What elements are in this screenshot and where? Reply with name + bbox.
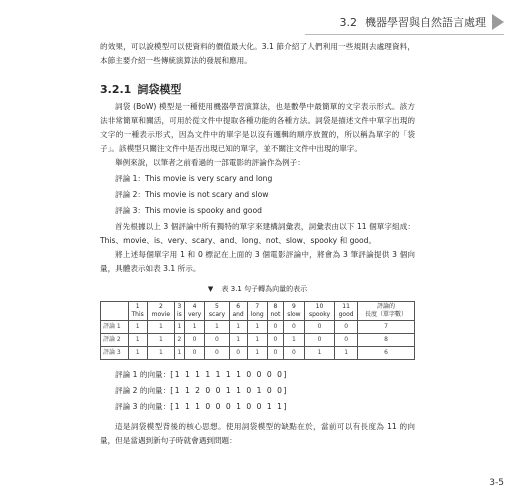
- table-header-cell: 9 slow: [284, 302, 305, 321]
- table-cell: 0: [335, 321, 358, 334]
- table-cell: 0: [229, 347, 247, 360]
- table-header-cell: 10 spooky: [304, 302, 334, 321]
- table-header-cell: 3 is: [174, 302, 184, 321]
- section-heading: [100, 83, 415, 97]
- section-title: 詞袋模型: [137, 83, 182, 96]
- table-cell: 0: [284, 347, 305, 360]
- table-cell: 1: [128, 321, 147, 334]
- table-cell: 1: [247, 347, 267, 360]
- table-cell: 1: [247, 334, 267, 347]
- table-row: [101, 334, 415, 347]
- vector-label: 評論 3 的向量：: [115, 402, 171, 411]
- table-cell: 7: [357, 321, 414, 334]
- table-header-cell: 評論的 長度（單字數）: [357, 302, 414, 321]
- table-cell: 1: [147, 321, 174, 334]
- running-header: [340, 14, 505, 30]
- row-label: 評論 1: [101, 321, 129, 334]
- table-cell: 1: [184, 321, 205, 334]
- page-number: 3-5: [489, 478, 504, 488]
- table-cell: 1: [229, 321, 247, 334]
- table-cell: 0: [205, 347, 229, 360]
- table-row: [101, 347, 415, 360]
- table-header-cell: 11 good: [335, 302, 358, 321]
- table-cell: 0: [184, 334, 205, 347]
- vector-line: [115, 400, 415, 414]
- table-cell: 1: [284, 334, 305, 347]
- review-label: 評論 3：: [115, 206, 146, 215]
- review-label: 評論 1：: [115, 174, 146, 183]
- vector-value: [1 1 2 0 0 1 1 0 1 0 0]: [170, 386, 288, 395]
- table-header-cell: 1 This: [128, 302, 147, 321]
- table-cell: 1: [205, 321, 229, 334]
- vector-label: 評論 2 的向量：: [115, 386, 171, 395]
- table-cell: 0: [335, 334, 358, 347]
- table-header-row: [101, 302, 415, 321]
- table-header-cell: 5 scary: [205, 302, 229, 321]
- table-cell: 1: [229, 334, 247, 347]
- review-item: [115, 188, 415, 202]
- page-content: [100, 40, 415, 448]
- review-item: [115, 172, 415, 186]
- intro-paragraph: 的效果，可以說模型可以使資料的價值最大化。3.1 節介紹了人們利用一些規則去處理資料，本節主要介紹一些傳統演算法的發展和應用。: [100, 42, 415, 65]
- table-cell: 2: [174, 334, 184, 347]
- row-label: 評論 3: [101, 347, 129, 360]
- table-cell: 0: [304, 321, 334, 334]
- table-cell: 0: [284, 321, 305, 334]
- table-cell: 0: [304, 334, 334, 347]
- table-caption: [100, 282, 415, 296]
- review-item: [115, 204, 415, 218]
- vector-line: [115, 368, 415, 382]
- header-section-number: 3.2: [339, 15, 357, 29]
- table-cell: 6: [357, 347, 414, 360]
- paragraph-core-idea: 這是詞袋模型背後的核心思想。使用詞袋模型的缺點在於，當前可以有長度為 11 的向量，但是當遇到新句子時就會遇到問題：: [100, 422, 415, 445]
- table-cell: 1: [174, 321, 184, 334]
- review-text: This movie is very scary and long: [145, 174, 273, 183]
- vector-label: 評論 1 的向量：: [115, 370, 171, 379]
- table-header-cell: 2 movie: [147, 302, 174, 321]
- paragraph-vector-intro: 將上述每個單字用 1 和 0 標記在上面的 3 個電影評論中，將會為 3 筆評論提供 3 個向量，具體表示如表 3.1 所示。: [100, 250, 415, 273]
- table-header-cell: [101, 302, 129, 321]
- caption-text: 句子轉為向量的表示: [244, 285, 308, 293]
- table-cell: 1: [147, 347, 174, 360]
- vector-line: [115, 384, 415, 398]
- header-section-title: 機器學習與自然語言處理: [365, 16, 486, 29]
- caption-triangle-icon: ▼: [207, 285, 214, 293]
- table-cell: 8: [357, 334, 414, 347]
- table-cell: 1: [147, 334, 174, 347]
- vector-value: [1 1 1 0 0 0 1 0 0 1 1]: [170, 402, 288, 411]
- table-cell: 0: [267, 334, 283, 347]
- review-text: This movie is spooky and good: [145, 206, 262, 215]
- row-label: 評論 2: [101, 334, 129, 347]
- table-header-cell: 8 not: [267, 302, 283, 321]
- table-cell: 0: [267, 347, 283, 360]
- table-cell: 0: [184, 347, 205, 360]
- table-row: [101, 321, 415, 334]
- table-cell: 0: [205, 334, 229, 347]
- paragraph-example-intro: 舉例來說，以筆者之前看過的一部電影的評論作為例子：: [115, 158, 305, 167]
- header-arrow-icon: [492, 14, 504, 30]
- review-text: This movie is not scary and slow: [145, 190, 269, 199]
- table-cell: 1: [335, 347, 358, 360]
- table-cell: 1: [128, 334, 147, 347]
- review-label: 評論 2：: [115, 190, 146, 199]
- paragraph-vocabulary: 首先根據以上 3 個評論中所有獨特的單字來建構詞彙表，詞彙表由以下 11 個單字組成：This、movie、is、very、scary、and、long、not、slow、spooky 和 good。: [100, 222, 415, 245]
- header-divider: [305, 34, 504, 35]
- table-cell: 1: [128, 347, 147, 360]
- table-cell: 1: [247, 321, 267, 334]
- paragraph-bow-definition: 詞袋 (BoW) 模型是一種使用機器學習演算法，也是數學中最簡單的文字表示形式。該方法非常簡單和關活，可用於從文件中提取各種功能的各種方法。詞袋是描述文件中單字出現的文字的一種表示形式，因為文件中的單字是以沒有邏輯的順序放置的，所以稱為單字的「袋子」。該模型只關注文件中是否出現已知的單字，並不關注文件中出現的單字。: [100, 102, 415, 153]
- vector-table: [100, 301, 415, 360]
- table-cell: 1: [304, 347, 334, 360]
- table-header-cell: 6 and: [229, 302, 247, 321]
- table-cell: 0: [267, 321, 283, 334]
- table-header-cell: 4 very: [184, 302, 205, 321]
- vector-value: [1 1 1 1 1 1 1 0 0 0 0]: [170, 370, 288, 379]
- caption-label: 表 3.1: [221, 285, 242, 293]
- table-header-cell: 7 long: [247, 302, 267, 321]
- table-cell: 1: [174, 347, 184, 360]
- section-number: 3.2.1: [100, 83, 132, 96]
